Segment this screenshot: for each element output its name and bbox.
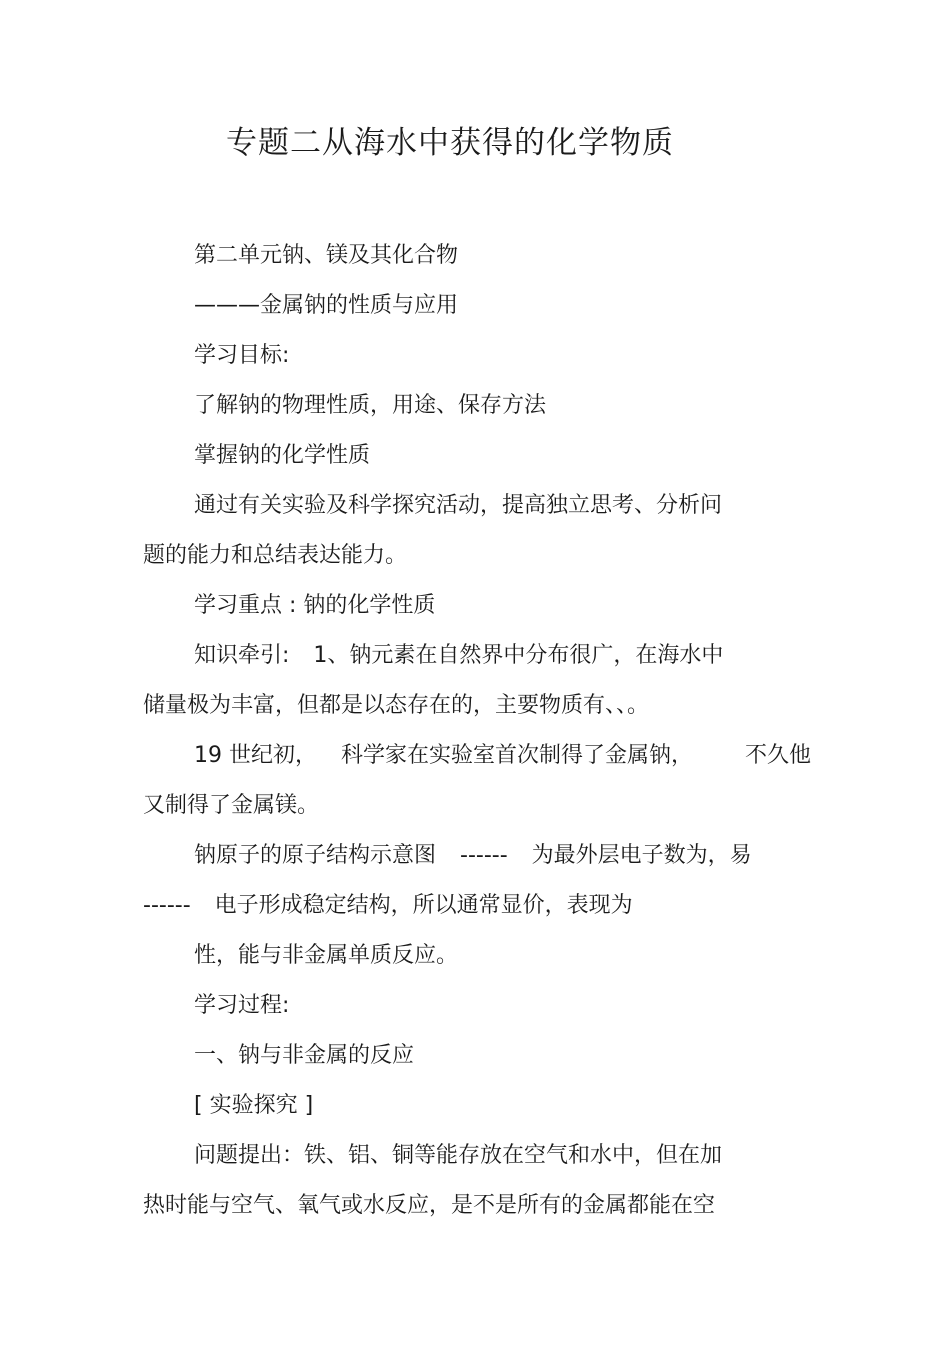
history-paragraph-line-1 [194,740,811,772]
goal-item-2: 掌握钠的化学性质 [194,443,371,468]
unit-heading: 第二单元钠、镁及其化合物 [194,243,459,268]
question-paragraph-line-1: 问题提出：铁、铝、铜等能存放在空气和水中，但在加 [194,1143,723,1168]
subtitle: ———金属钠的性质与应用 [194,293,459,318]
guide-text: 1、钠元素在自然界中分布很广，在海水中 [313,643,724,668]
guide-label: 知识牵引: [194,643,290,668]
atom-dash-1: ------ [460,843,508,868]
guide-paragraph-line-1 [194,640,723,672]
atom-part-2: 为最外层电子数为，易 [531,843,752,868]
history-part-3: 不久他 [745,743,812,768]
goal-item-1: 了解钠的物理性质，用途、保存方法 [194,393,547,418]
focus-paragraph: 学习重点 : 钠的化学性质 [194,593,436,618]
atom-dash-2: ------ [143,893,191,918]
goals-heading: 学习目标: [194,343,290,368]
atom-paragraph-line-1 [194,840,752,872]
document-title: 专题二从海水中获得的化学物质 [226,125,674,161]
experiment-label: [ 实验探究 ] [194,1093,314,1118]
atom-paragraph-line-3: 性，能与非金属单质反应。 [194,943,459,968]
goal-item-3-line-1: 通过有关实验及科学探究活动，提高独立思考、分析问 [194,493,723,518]
atom-part-1: 钠原子的原子结构示意图 [194,843,437,868]
goal-item-3-line-2: 题的能力和总结表达能力。 [143,543,408,568]
section-heading-1: 一、钠与非金属的反应 [194,1043,415,1068]
history-part-2: 科学家在实验室首次制得了金属钠， [341,743,694,768]
atom-paragraph-line-2 [143,890,633,922]
history-part-1: 19 世纪初， [194,743,317,768]
atom-part-3: 电子形成稳定结构，所以通常显价，表现为 [214,893,633,918]
question-paragraph-line-2: 热时能与空气、氧气或水反应，是不是所有的金属都能在空 [143,1193,716,1218]
process-heading: 学习过程: [194,993,290,1018]
guide-paragraph-line-2: 储量极为丰富，但都是以态存在的，主要物质有、、。 [143,693,650,718]
history-paragraph-line-2: 又制得了金属镁。 [143,793,320,818]
